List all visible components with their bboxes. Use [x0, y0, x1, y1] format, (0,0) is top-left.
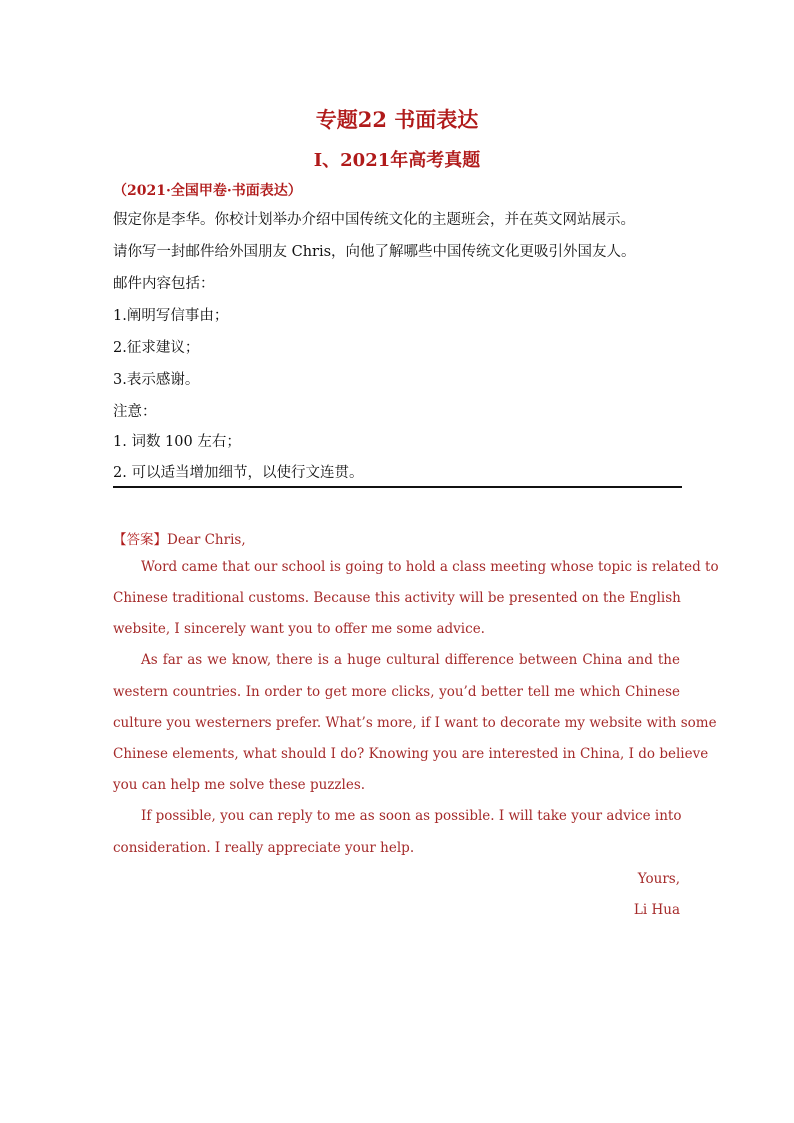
answer-line: consideration. I really appreciate your help. — [113, 840, 415, 856]
question-line: 3.表示感谢。 — [113, 372, 200, 388]
answer-line: website, I sincerely want you to offer me some advice. — [113, 621, 485, 637]
question-line: 1. 词数 100 左右； — [113, 434, 241, 450]
question-line: 2.征求建议； — [113, 340, 200, 356]
answer-line: Chinese traditional customs. Because this activity will be presented on the English — [113, 590, 681, 606]
question-line: 邮件内容包括： — [113, 276, 215, 292]
answer-signature: Li Hua — [633, 902, 680, 918]
answer-line: If possible, you can reply to me as soon as possible. I will take your advice into — [141, 808, 682, 824]
answer-line: Word came that our school is going to hold a class meeting whose topic is related to — [141, 559, 719, 575]
answer-line: As far as we know, there is a huge cultural difference between China and the — [141, 652, 680, 668]
answer-line: western countries. In order to get more clicks, you’d better tell me which Chinese — [113, 684, 680, 700]
question-source: （2021·全国甲卷·书面表达） — [113, 183, 302, 199]
answer-greeting: Dear Chris, — [167, 532, 246, 548]
section-title: Ⅰ、2021年高考真题 — [313, 150, 481, 171]
answer-line: Chinese elements, what should I do? Knowing you are interested in China, I do believe — [113, 746, 709, 762]
page-title: 专题22 书面表达 — [315, 107, 479, 132]
answer-tag: 【答案】 — [113, 532, 167, 548]
answer-line: culture you westerners prefer. What’s more, if I want to decorate my website with some — [113, 715, 717, 731]
question-line: 假定你是李华。你校计划举办介绍中国传统文化的主题班会，并在英文网站展示。 — [113, 212, 635, 228]
answer-line: you can help me solve these puzzles. — [113, 777, 366, 793]
question-line: 请你写一封邮件给外国朋友 Chris，向他了解哪些中国传统文化更吸引外国友人。 — [113, 244, 636, 260]
answer-closing: Yours, — [637, 871, 680, 887]
answer-greeting-line — [113, 528, 680, 548]
section-divider — [113, 486, 682, 488]
question-line: 注意： — [113, 404, 157, 420]
question-line: 1.阐明写信事由； — [113, 308, 229, 324]
question-line: 2. 可以适当增加细节，以使行文连贯。 — [113, 465, 364, 481]
